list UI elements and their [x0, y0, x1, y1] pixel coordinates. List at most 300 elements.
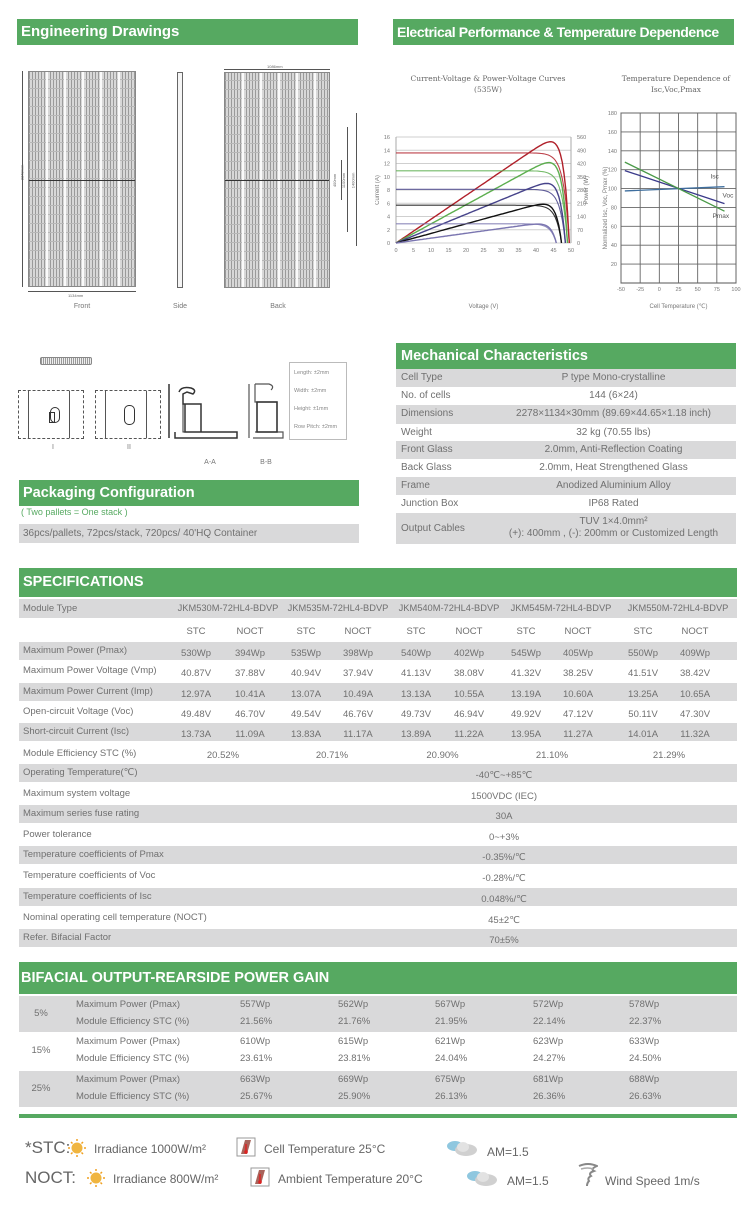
spec-value: 11.09A	[235, 729, 265, 740]
spec-value: 545Wp	[510, 648, 542, 659]
detail-II-caption: II	[127, 444, 131, 451]
cloud-icon	[464, 1169, 500, 1187]
spec-value: 37.94V	[342, 668, 374, 679]
temp-xtick-label: 75	[713, 287, 720, 293]
iv-chart	[375, 125, 590, 315]
spec-value: 405Wp	[562, 648, 594, 659]
spec-value: 550Wp	[627, 648, 659, 659]
spec-row-common	[19, 929, 737, 947]
bifacial-footer-bar	[19, 1114, 737, 1118]
module-type-label: Module Type	[23, 603, 78, 614]
temp-ytick-label: 20	[610, 262, 617, 269]
bifacial-eff-value: 23.81%	[338, 1053, 371, 1064]
noct-wind-speed: Wind Speed 1m/s	[605, 1174, 700, 1188]
front-panel-drawing	[28, 71, 136, 287]
spec-value: 10.65A	[679, 689, 711, 700]
mechanical-row	[396, 441, 736, 459]
tornado-icon	[578, 1163, 598, 1187]
temp-xlabel: Cell Temperature (℃)	[649, 304, 708, 310]
iv-y2tick-label: 140	[577, 214, 587, 221]
bifacial-row	[19, 1033, 737, 1071]
noct-column-header: NOCT	[455, 626, 483, 637]
bifacial-gain: 25%	[31, 1083, 51, 1094]
spec-label: Temperature coefficients of Pmax	[23, 849, 164, 860]
noct-irradiance: Irradiance 800W/m²	[113, 1172, 219, 1186]
dimension-1400: 1400mm	[350, 172, 356, 189]
mechanical-row	[396, 495, 736, 513]
bifacial-eff-value: 22.14%	[533, 1016, 566, 1027]
noct-label: NOCT:	[25, 1168, 76, 1187]
spec-value: 13.83A	[290, 729, 322, 740]
spec-row-common	[19, 826, 737, 846]
spec-common-value: 70±5%	[489, 935, 519, 946]
spec-common-value: 30A	[495, 811, 513, 822]
spec-label: Maximum Power Current (Imp)	[23, 686, 153, 697]
stc-column-header: STC	[633, 626, 653, 637]
mechanical-value: 144 (6×24)	[589, 390, 638, 401]
spec-row-common	[19, 785, 737, 805]
spec-label: Refer. Bifacial Factor	[23, 932, 112, 943]
spec-value: 10.49A	[342, 689, 374, 700]
cloud-icon	[444, 1139, 480, 1157]
spec-row	[19, 723, 737, 741]
temp-xtick-label: -25	[636, 287, 645, 293]
packaging-note: ( Two pallets = One stack )	[21, 507, 128, 517]
packaging-header	[19, 480, 359, 506]
bifacial-pmax-value: 623Wp	[533, 1036, 564, 1047]
pv-curve	[396, 183, 565, 243]
noct-ambient-temperature: Ambient Temperature 20°C	[278, 1172, 423, 1186]
spec-label: Temperature coefficients of Isc	[23, 891, 152, 902]
spec-label: Open-circuit Voltage (Voc)	[23, 706, 134, 717]
iv-xtick-label: 30	[497, 248, 505, 254]
temp-ytick-label: 60	[610, 224, 617, 231]
spec-label: Maximum Power Voltage (Vmp)	[23, 665, 157, 676]
spec-value: 398Wp	[342, 648, 374, 659]
iv-y2tick-label: 420	[577, 161, 587, 168]
temp-series-label: Isc	[710, 173, 719, 181]
engineering-drawings-title: Engineering Drawings	[21, 23, 180, 40]
spec-label: Maximum Power (Pmax)	[23, 645, 127, 656]
mechanical-row	[396, 387, 736, 405]
iv-xlabel: Voltage (V)	[468, 304, 499, 310]
iv-y2tick-label: 350	[577, 174, 587, 181]
bifacial-pmax-value: 681Wp	[533, 1074, 564, 1085]
spec-common-value: 1500VDC (IEC)	[471, 791, 537, 802]
front-width-dimension: 1134mm	[68, 293, 84, 298]
bifacial-eff-value: 22.37%	[629, 1016, 662, 1027]
bifacial-eff-value: 26.13%	[435, 1091, 468, 1102]
section-bb-caption: B-B	[260, 459, 272, 466]
bifacial-eff-label: Module Efficiency STC (%)	[76, 1053, 190, 1064]
temp-xtick-label: 100	[731, 287, 741, 293]
iv-ytick-label: 14	[383, 148, 390, 155]
iv-y2tick-label: 490	[577, 148, 587, 155]
tolerance-row-pitch: Row Pitch: ±2mm	[294, 424, 338, 430]
stc-column-header: STC	[516, 626, 536, 637]
spec-row	[19, 662, 737, 682]
spec-value: 13.19A	[510, 689, 542, 700]
mechanical-label: Dimensions	[401, 408, 454, 419]
mechanical-value	[491, 516, 736, 540]
iv-y2tick-label: 280	[577, 188, 587, 194]
mechanical-row	[396, 513, 736, 544]
spec-label: Temperature coefficients of Voc	[23, 870, 156, 881]
back-width-dimension-line	[224, 69, 330, 70]
stc-irradiance: Irradiance 1000W/m²	[94, 1142, 207, 1156]
mechanical-row	[396, 459, 736, 477]
iv-ytick-label: 0	[386, 241, 390, 247]
iv-ytick-label: 4	[386, 214, 390, 221]
spec-value: 49.73V	[400, 709, 432, 720]
stc-conditions	[25, 1138, 70, 1158]
back-panel-drawing	[224, 72, 330, 288]
spec-label: Module Efficiency STC (%)	[23, 748, 137, 759]
bifacial-pmax-value: 633Wp	[629, 1036, 660, 1047]
spec-value: 49.54V	[290, 709, 322, 720]
temp-series-label: Voc	[722, 192, 734, 200]
spec-value: 13.07A	[290, 689, 322, 700]
spec-common-value: 45±2℃	[488, 915, 520, 926]
bifacial-eff-value: 26.36%	[533, 1091, 566, 1102]
mechanical-value: 2278×1134×30mm (89.69×44.65×1.18 inch)	[516, 408, 711, 419]
engineering-drawings-header	[17, 19, 358, 45]
spec-value: 402Wp	[453, 648, 485, 659]
spec-value: 13.89A	[400, 729, 432, 740]
iv-xtick-label: 20	[462, 248, 470, 254]
tolerance-width: Width: ±2mm	[294, 388, 327, 394]
iv-xtick-label: 5	[411, 248, 416, 254]
module-model: JKM550M-72HL4-BDVP	[627, 603, 729, 613]
spec-label: Short-circuit Current (Isc)	[23, 726, 130, 737]
temp-xtick-label: 0	[657, 287, 661, 293]
spec-row-module-type	[19, 599, 737, 618]
iv-ytick-label: 6	[386, 201, 390, 208]
iv-y2tick-label: 210	[577, 201, 587, 208]
bifacial-row	[19, 996, 737, 1032]
spec-label: Operating Temperature(℃)	[23, 767, 138, 778]
bifacial-pmax-label: Maximum Power (Pmax)	[76, 1036, 180, 1047]
detail-II-drawing	[95, 390, 161, 439]
side-caption: Side	[172, 303, 187, 310]
mechanical-value: 2.0mm, Anti-Reflection Coating	[544, 444, 683, 455]
spec-row-common	[19, 909, 737, 929]
iv-xtick-label: 35	[515, 248, 522, 254]
mechanical-value: 32 kg (70.55 lbs)	[576, 427, 651, 438]
spec-common-value: -0.35%/℃	[482, 852, 526, 863]
spec-value: 11.22A	[454, 729, 484, 740]
spec-value: 38.25V	[562, 668, 594, 679]
mechanical-value: IP68 Rated	[588, 498, 639, 509]
spec-value: 10.41A	[234, 689, 266, 700]
mechanical-label: No. of cells	[401, 390, 451, 401]
noct-column-header: NOCT	[344, 626, 372, 637]
spec-row-common	[19, 764, 737, 782]
spec-row	[19, 703, 737, 723]
spec-row	[19, 683, 737, 701]
stc-cell-temperature: Cell Temperature 25°C	[264, 1142, 386, 1156]
spec-value: 50.11V	[628, 709, 658, 720]
iv-ylabel: Current (A)	[375, 175, 381, 205]
detail-I-drawing	[18, 390, 84, 439]
mechanical-row	[396, 405, 736, 424]
specifications-header	[19, 568, 737, 597]
spec-value: 41.51V	[627, 668, 659, 679]
bifacial-pmax-value: 663Wp	[240, 1074, 271, 1085]
stc-air-mass: AM=1.5	[487, 1145, 529, 1159]
mechanical-value: Anodized Aluminium Alloy	[556, 480, 671, 491]
mechanical-label: Output Cables	[401, 523, 465, 534]
mechanical-label: Back Glass	[401, 462, 452, 473]
iv-chart-title: Current-Voltage & Power-Voltage Curves (535W)	[410, 74, 566, 94]
efficiency-value: 20.71%	[315, 750, 349, 761]
bifacial-pmax-value: 572Wp	[533, 999, 564, 1010]
spec-value: 12.97A	[180, 689, 212, 700]
thermometer-panel-icon	[250, 1167, 270, 1187]
spec-value: 37.88V	[234, 668, 266, 679]
spec-value: 10.55A	[453, 689, 485, 700]
mechanical-label: Weight	[401, 427, 432, 438]
bifacial-eff-value: 24.50%	[629, 1053, 662, 1064]
pv-curve	[396, 142, 569, 243]
spec-value: 14.01A	[627, 729, 659, 740]
efficiency-value: 21.29%	[652, 750, 686, 761]
spec-row	[19, 642, 737, 660]
iv-xtick-label: 25	[480, 248, 487, 254]
noct-conditions	[25, 1168, 76, 1188]
iv-ytick-label: 12	[383, 161, 390, 168]
stc-column-header: STC	[186, 626, 206, 637]
efficiency-value: 20.52%	[206, 750, 240, 761]
spec-value: 40.87V	[180, 668, 212, 679]
spec-value: 47.12V	[562, 709, 594, 720]
spec-row-common	[19, 846, 737, 864]
spec-value: 540Wp	[400, 648, 432, 659]
bifacial-pmax-value: 562Wp	[338, 999, 369, 1010]
sun-icon	[68, 1139, 86, 1157]
temp-ytick-label: 100	[607, 186, 617, 193]
electrical-title: Electrical Performance & Temperature Dependence	[397, 24, 719, 40]
bifacial-eff-value: 24.27%	[533, 1053, 566, 1064]
spec-value: 46.76V	[342, 709, 374, 720]
spec-row-common	[19, 867, 737, 887]
bifacial-pmax-value: 615Wp	[338, 1036, 369, 1047]
spec-value: 11.27A	[563, 729, 593, 740]
bifacial-pmax-value: 610Wp	[240, 1036, 271, 1047]
thermometer-panel-icon	[236, 1137, 256, 1157]
bifacial-pmax-label: Maximum Power (Pmax)	[76, 999, 180, 1010]
sun-icon	[87, 1169, 105, 1187]
section-aa-drawing	[165, 382, 245, 442]
electrical-header	[393, 19, 734, 45]
iv-ytick-label: 16	[383, 135, 390, 141]
tolerance-box	[289, 362, 347, 440]
mechanical-label: Frame	[401, 480, 430, 491]
iv-ytick-label: 8	[386, 188, 390, 194]
temp-ytick-label: 180	[607, 111, 617, 117]
spec-value: 11.32A	[680, 729, 710, 740]
stc-column-header: STC	[406, 626, 426, 637]
dimension-1400-line	[356, 113, 357, 246]
temp-xtick-label: 50	[694, 287, 701, 293]
bifacial-header	[19, 962, 737, 994]
temp-ytick-label: 160	[607, 129, 617, 136]
spec-value: 13.95A	[510, 729, 542, 740]
spec-value: 13.13A	[400, 689, 432, 700]
mechanical-label: Junction Box	[401, 498, 459, 509]
iv-ytick-label: 2	[386, 227, 390, 234]
spec-value: 40.94V	[290, 668, 322, 679]
bifacial-gain: 15%	[31, 1045, 51, 1056]
temp-ytick-label: 80	[610, 205, 617, 212]
module-model: JKM540M-72HL4-BDVP	[398, 603, 500, 613]
bifacial-eff-value: 21.76%	[338, 1016, 371, 1027]
bifacial-eff-value: 24.04%	[435, 1053, 468, 1064]
spec-value: 46.94V	[453, 709, 485, 720]
iv-xtick-label: 10	[427, 248, 435, 254]
spec-row-common	[19, 888, 737, 906]
mechanical-value: 2.0mm, Heat Strengthened Glass	[539, 462, 688, 473]
bifacial-pmax-value: 669Wp	[338, 1074, 369, 1085]
spec-common-value: 0~+3%	[488, 832, 520, 843]
iv-y2label: Power (W)	[584, 175, 590, 205]
mechanical-row	[396, 424, 736, 441]
bifacial-eff-value: 25.67%	[240, 1091, 273, 1102]
mechanical-row	[396, 369, 736, 387]
iv-y2tick-label: 560	[577, 135, 587, 141]
bifacial-eff-label: Module Efficiency STC (%)	[76, 1016, 190, 1027]
bifacial-gain: 5%	[34, 1008, 48, 1019]
spec-value: 394Wp	[234, 648, 266, 659]
bifacial-eff-value: 25.90%	[338, 1091, 371, 1102]
bifacial-eff-label: Module Efficiency STC (%)	[76, 1091, 190, 1102]
noct-column-header: NOCT	[681, 626, 709, 637]
temp-ytick-label: 120	[607, 167, 617, 174]
spec-label: Maximum series fuse rating	[23, 808, 140, 819]
spec-common-value: 0.048%/℃	[481, 894, 527, 905]
spec-value: 38.08V	[453, 668, 485, 679]
front-caption: Front	[73, 303, 91, 310]
mechanical-value-line1: TUV 1×4.0mm²	[579, 516, 648, 527]
front-width-dimension-line	[28, 291, 136, 292]
iv-xtick-label: 50	[567, 248, 575, 254]
temp-ylabel: Normalized Isc, Voc, Pmax (%)	[603, 166, 609, 250]
spec-value: 13.25A	[627, 689, 659, 700]
tolerance-length: Length: ±2mm	[294, 370, 330, 376]
dimension-1100-line	[347, 127, 348, 232]
temp-chart	[595, 105, 750, 315]
tolerance-height: Height: ±1mm	[294, 406, 329, 412]
bifacial-eff-value: 23.61%	[240, 1053, 273, 1064]
mechanical-value-line2: (+): 400mm , (-): 200mm or Customized Length	[508, 528, 719, 539]
bifacial-row	[19, 1071, 737, 1107]
module-model: JKM535M-72HL4-BDVP	[287, 603, 389, 613]
spec-value: 41.32V	[510, 668, 542, 679]
spec-value: 409Wp	[679, 648, 711, 659]
mechanical-row	[396, 477, 736, 495]
mechanical-value: P type Mono-crystalline	[561, 372, 666, 383]
bifacial-pmax-value: 621Wp	[435, 1036, 466, 1047]
stc-label: *STC:	[25, 1138, 71, 1157]
spec-value: 10.60A	[562, 689, 594, 700]
iv-xtick-label: 0	[394, 248, 398, 254]
iv-y2tick-label: 0	[577, 241, 581, 247]
noct-column-header: NOCT	[236, 626, 264, 637]
spec-row-conditions	[19, 623, 737, 640]
temp-ytick-label: 140	[607, 148, 617, 155]
dimension-400: 400mm	[332, 173, 338, 188]
temp-xtick-label: -50	[617, 287, 625, 293]
efficiency-value: 21.10%	[535, 750, 569, 761]
spec-value: 41.13V	[400, 668, 432, 679]
bifacial-pmax-value: 688Wp	[629, 1074, 660, 1085]
spec-row-efficiency	[19, 744, 737, 764]
spec-row-common	[19, 805, 737, 823]
bifacial-pmax-label: Maximum Power (Pmax)	[76, 1074, 180, 1085]
noct-column-header: NOCT	[564, 626, 592, 637]
spec-value: 49.48V	[180, 709, 212, 720]
spec-value: 46.70V	[234, 709, 266, 720]
iv-ytick-label: 10	[383, 174, 390, 181]
temp-ytick-label: 40	[610, 243, 617, 250]
specifications-title: SPECIFICATIONS	[23, 574, 144, 590]
stc-column-header: STC	[296, 626, 316, 637]
spec-value: 13.73A	[180, 729, 212, 740]
bifacial-eff-value: 21.95%	[435, 1016, 468, 1027]
bifacial-pmax-value: 567Wp	[435, 999, 466, 1010]
mechanical-label: Cell Type	[401, 372, 443, 383]
packaging-detail: 36pcs/pallets, 72pcs/stack, 720pcs/ 40'HQ Container	[19, 524, 359, 543]
mechanical-header	[396, 343, 736, 369]
back-caption: Back	[270, 303, 286, 310]
iv-xtick-label: 45	[550, 248, 557, 254]
section-aa-caption: A-A	[204, 459, 216, 466]
spec-value: 535Wp	[290, 648, 322, 659]
mechanical-title: Mechanical Characteristics	[401, 348, 588, 364]
bifacial-eff-value: 26.63%	[629, 1091, 662, 1102]
section-bb-drawing	[245, 382, 295, 442]
iv-y2tick-label: 70	[577, 227, 584, 234]
packaging-title: Packaging Configuration	[23, 485, 195, 501]
module-model: JKM530M-72HL4-BDVP	[177, 603, 279, 613]
temp-chart-title: Temperature Dependence of Isc,Voc,Pmax	[621, 74, 731, 94]
spec-label: Nominal operating cell temperature (NOCT)	[23, 912, 207, 923]
bifacial-title: BIFACIAL OUTPUT-REARSIDE POWER GAIN	[21, 970, 330, 986]
iv-xtick-label: 40	[532, 248, 540, 254]
spec-label: Maximum system voltage	[23, 788, 131, 799]
dimension-1100: 1100mm	[341, 172, 347, 189]
spec-common-value: -40℃~+85℃	[475, 770, 533, 781]
noct-air-mass: AM=1.5	[507, 1174, 549, 1188]
module-model: JKM545M-72HL4-BDVP	[510, 603, 612, 613]
mechanical-label: Front Glass	[401, 444, 453, 455]
front-height-dimension: 2278mm	[19, 164, 25, 181]
spec-value: 11.17A	[343, 729, 373, 740]
detail-I-caption: I	[52, 444, 54, 451]
temp-series-label: Pmax	[712, 213, 730, 221]
spec-value: 530Wp	[180, 648, 212, 659]
back-width-dimension: 1086mm	[267, 64, 283, 69]
side-profile-drawing	[177, 72, 183, 288]
bifacial-eff-value: 21.56%	[240, 1016, 273, 1027]
bifacial-pmax-value: 675Wp	[435, 1074, 466, 1085]
temp-xtick-label: 25	[675, 287, 682, 293]
bifacial-pmax-value: 578Wp	[629, 999, 660, 1010]
spec-value: 38.42V	[679, 668, 711, 679]
efficiency-value: 20.90%	[426, 750, 459, 761]
bifacial-pmax-value: 557Wp	[240, 999, 271, 1010]
iv-xtick-label: 15	[445, 248, 452, 254]
